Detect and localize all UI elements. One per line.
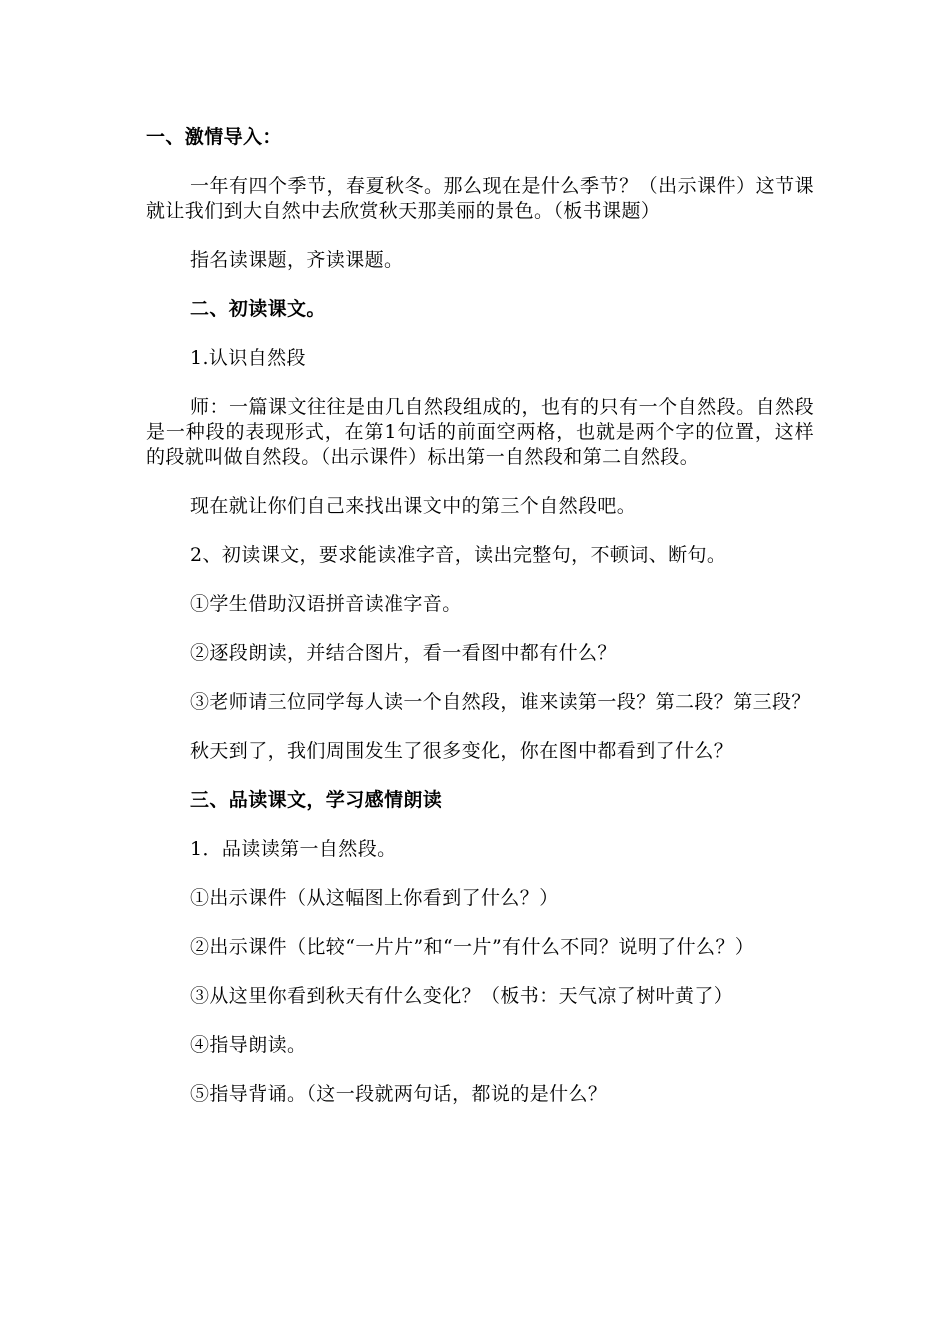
paragraph-autumn-changes: 秋天到了，我们周围发生了很多变化，你在图中都看到了什么？ — [190, 740, 734, 762]
document-page — [146, 125, 814, 1131]
heading-first-reading: 二、初读课文。 — [190, 298, 326, 320]
paragraph-natural-paragraph: 师：一篇课文往往是由几自然段组成的，也有的只有一个自然段。自然段是一种段的表现形式，在第1句话的前面空两格，也就是两个字的位置，这样的段就叫做自然段。（出示课件）标出第一自然段和第二自然段。 — [146, 396, 814, 468]
list-item-pinyin: ①学生借助汉语拼音读准字音。 — [190, 593, 462, 615]
paragraph-find-third: 现在就让你们自己来找出课文中的第三个自然段吧。 — [190, 495, 637, 517]
paragraph-read-title: 指名读课题，齐读课题。 — [190, 249, 404, 271]
list-item-autumn-change: ③从这里你看到秋天有什么变化？（板书：天气凉了树叶黄了） — [190, 985, 734, 1007]
paragraph-first-natural-paragraph: 1．品读读第一自然段。 — [190, 838, 397, 860]
list-item-three-students: ③老师请三位同学每人读一个自然段，谁来读第一段？第二段？第三段？ — [190, 691, 811, 713]
list-item-courseware-2: ②出示课件（比较“一片片”和“一片”有什么不同？说明了什么？） — [190, 936, 755, 958]
list-item-guided-recitation: ⑤指导背诵。（这一段就两句话，都说的是什么？ — [190, 1083, 608, 1105]
paragraph-step-1: 1.认识自然段 — [190, 347, 306, 369]
paragraph-step-2: 2、初读课文，要求能读准字音，读出完整句，不顿词、断句。 — [190, 544, 727, 566]
list-item-courseware-1: ①出示课件（从这幅图上你看到了什么？） — [190, 887, 559, 909]
heading-appreciation: 三、品读课文，学习感情朗读 — [190, 789, 443, 811]
list-item-guided-reading: ④指导朗读。 — [190, 1034, 307, 1056]
heading-intro: 一、激情导入： — [146, 126, 282, 148]
list-item-read-by-paragraph: ②逐段朗读，并结合图片，看一看图中都有什么？ — [190, 642, 617, 664]
paragraph-seasons: 一年有四个季节，春夏秋冬。那么现在是什么季节？（出示课件）这节课就让我们到大自然中去欣赏秋天那美丽的景色。（板书课题） — [146, 175, 814, 222]
